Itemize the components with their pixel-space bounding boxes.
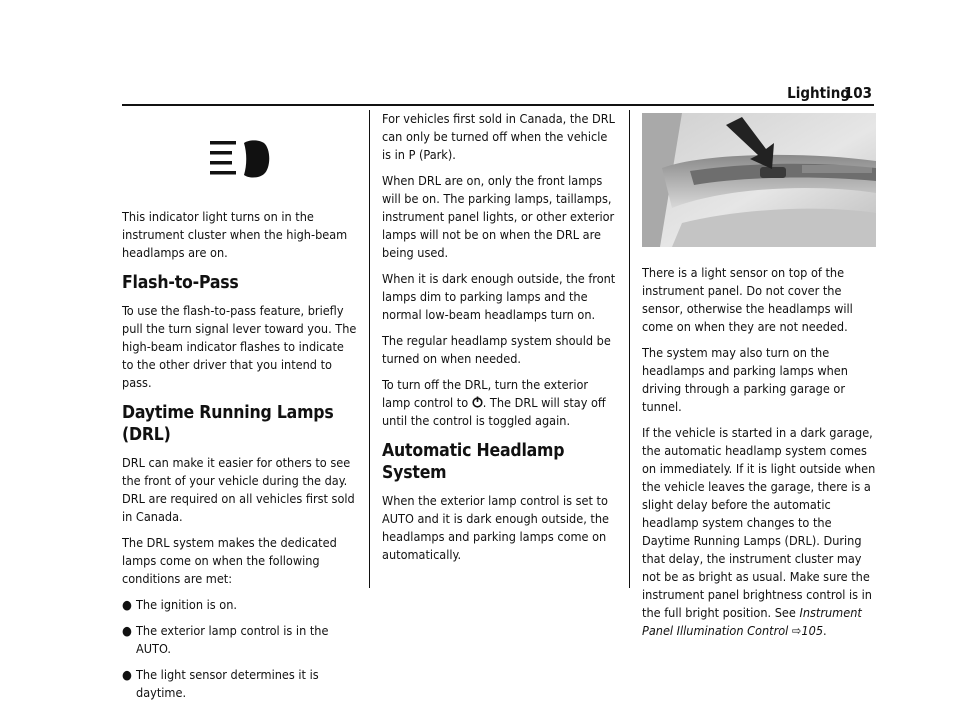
page-reference-arrow-icon: ⇨ [791,623,802,638]
auto-headlamp-heading: Automatic Headlamp System [382,441,565,483]
off-symbol-icon [472,396,483,408]
canada-paragraph: For vehicles first sold in Canada, the DRL can only be turned off when the vehicle is in P (Park). [382,111,615,162]
bullet-icon: ● [122,667,132,682]
intro-paragraph: This indicator light turns on in the instrument cluster when the high-beam headlamps are on. [122,209,348,260]
column-divider [369,110,370,588]
list-item-text: The light sensor determines it is daytime. [136,667,319,700]
bullet-icon: ● [122,623,132,638]
regular-headlamp-paragraph: The regular headlamp system should be turned on when needed. [382,333,611,366]
drl-heading: Daytime Running Lamps (DRL) [122,403,334,445]
dark-garage-text: If the vehicle is started in a dark garage, the automatic headlamp system comes on immediately. If it is light outside when the vehicle leaves the garage, there is a slight delay before the automatic headlamp system changes to the Daytime Running Lamps (DRL). During that delay, the instrument cluster may not be as bright as usual. Make sure the instrument panel brightness control is in the full bright position. See [642,425,876,620]
sensor-paragraph: There is a light sensor on top of the instrument panel. Do not cover the sensor, otherwise the headlamps will come on when they are not needed. [642,265,853,334]
dark-paragraph: When it is dark enough outside, the front lamps dim to parking lamps and the normal low-beam headlamps turn on. [382,271,616,322]
light-sensor-photo [642,113,876,247]
list-item [122,666,358,702]
column-1 [122,110,358,710]
dark-garage-end: . [823,623,827,638]
high-beam-indicator-icon [208,137,272,181]
section-title: Lighting [787,84,850,102]
turn-off-text-start: To turn off the DRL, turn the exterior lamp control to [382,377,589,410]
auto-headlamp-paragraph: When the exterior lamp control is set to AUTO and it is dark enough outside, the headlamps and parking lamps come on automatically. [382,493,609,562]
column-divider [629,110,630,588]
header-rule [122,104,874,106]
dark-garage-paragraph [642,424,878,640]
indicator-figure [122,110,358,208]
page-number: 103 [843,84,872,102]
flash-to-pass-paragraph: To use the flash-to-pass feature, briefly pull the turn signal lever toward you. The high-beam indicator flashes to indicate to the other driver that you intend to pass. [122,303,357,390]
bullet-icon: ● [122,597,132,612]
list-item [122,596,358,614]
page-header [0,0,960,110]
column-3 [642,110,878,648]
list-item-text: The ignition is on. [136,597,238,612]
drl-on-paragraph: When DRL are on, only the front lamps will be on. The parking lamps, taillamps, instrument panel lights, or other exterior lamps will not be on when the DRL are being used. [382,173,615,260]
drl-conditions-list [122,596,358,702]
list-item-text: The exterior lamp control is in the AUTO. [136,623,329,656]
garage-tunnel-paragraph: The system may also turn on the headlamps and parking lamps when driving through a parking garage or tunnel. [642,345,848,414]
turn-off-drl-paragraph [382,376,618,430]
flash-to-pass-heading: Flash-to-Pass [122,273,239,293]
drl-conditions-paragraph: The DRL system makes the dedicated lamps come on when the following conditions are met: [122,535,337,586]
list-item [122,622,358,658]
drl-paragraph: DRL can make it easier for others to see the front of your vehicle during the day. DRL are required on all vehicles first sold in Canada. [122,455,355,524]
cross-reference-link[interactable]: Instrument Panel Illumination Control [642,605,862,638]
cross-reference-page[interactable]: 105 [801,623,824,638]
column-2 [382,110,618,572]
turn-off-text-end: . The DRL will stay off until the control is toggled again. [382,395,606,428]
